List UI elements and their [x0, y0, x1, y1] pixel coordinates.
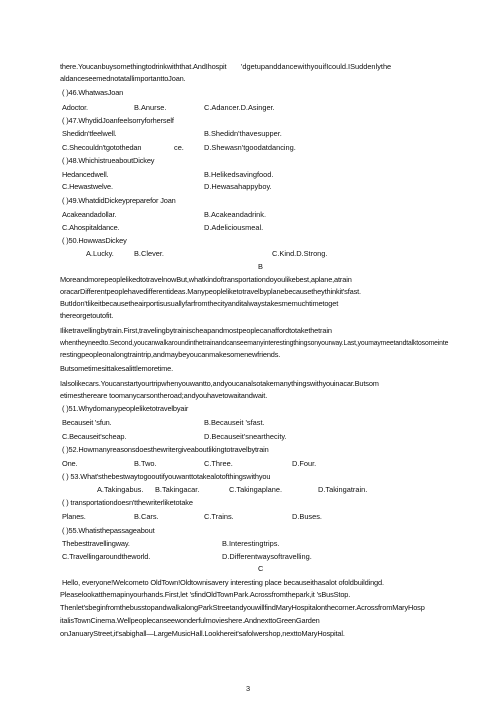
text-line: italisTownCinema.Wellpeoplecanseewonderfulmovieshere.AndnexttoGreenGarden — [60, 616, 320, 625]
choice: D.Buses. — [292, 512, 322, 521]
choice: C.Hewastwelve. — [62, 182, 113, 191]
choice: Becauseit 'sfun. — [62, 418, 112, 427]
text-line: etimesthereare toomanycarsontheroad;andyouhavetowaitandwait. — [60, 391, 268, 400]
choice: A.Takingabus. — [97, 485, 144, 494]
choice: C.Ahospitaldance. — [62, 223, 120, 232]
question-49: ( )49.WhatdidDickeypreparefor Joan — [62, 196, 176, 205]
text-line: Iliketravellingbytrain.First,travelingbytrainischeapandmostpeoplecanaffordtotakethetrain — [60, 326, 332, 335]
choice: B.Shedidn'thavesupper. — [204, 129, 282, 138]
text-line: oracarDifferentpeoplehavedifferentideas.Manypeopleliketotravelbyplanebecausetheythinkit'sfast. — [60, 287, 361, 296]
section-label-b: B — [258, 262, 263, 271]
choice: Adoctor. — [62, 103, 88, 112]
choice: D.Hewasahappyboy. — [204, 182, 272, 191]
choice: Thebesttravellingway. — [62, 539, 130, 548]
text-line: aldanceseemednotatallimportanttoJoan. — [60, 74, 186, 83]
choice: C.Trains. — [204, 512, 234, 521]
choice: Acakeandadollar. — [62, 210, 117, 219]
question-48: ( )48.WhichistrueaboutDickey — [62, 156, 155, 165]
question-50: ( )50.HowwasDickey — [62, 236, 127, 245]
text-line: Ialsolikecars.Youcanstartyourtripwhenyouwantto,andyoucanalsotakemanythingswithyouinacar.Butsom — [60, 379, 379, 388]
choice: D.Takingatrain. — [318, 485, 368, 494]
choice: C.Three. — [204, 459, 233, 468]
choice: One. — [62, 459, 78, 468]
choice: B.Interestingtrips. — [222, 539, 280, 548]
section-label-c: C — [258, 564, 264, 573]
choice: D.Differentwaysoftravelling. — [222, 552, 312, 561]
choice: D.Becauseit'snearthecity. — [204, 432, 287, 441]
text-line: ButIdon'tlikeitbecausetheairportisusuallyfarfromthecityanditalwaystakesmemuchtimetoget — [60, 299, 339, 308]
choice: B.Takingacar. — [155, 485, 200, 494]
text-line: whentheyneedto.Second,youcanwalkaroundinthetrainandcanseemanyinterestingthingsonyourway.Last,youmaymeetandtalktosomeinte — [60, 338, 449, 347]
choice: C.Kind.D.Strong. — [272, 249, 328, 258]
choice: D.Shewasn'tgoodatdancing. — [204, 143, 296, 152]
question-47: ( )47.WhydidJoanfeelsorryforherself — [62, 116, 174, 125]
page-number: 3 — [246, 684, 251, 693]
text-line: there.Youcanbuysomethingtodrinkwiththat.AndIhospit — [60, 62, 227, 71]
question-53: ( ) 53.What'sthebestwaytogooutifyouwanttotakealotofthingswithyou — [62, 472, 271, 481]
choice: Hedancedwell. — [62, 170, 109, 179]
text-line: onJanuaryStreet,it'sabighall—LargeMusicHall.Lookhereit'safolwershop,nexttoMaryHospital. — [60, 629, 345, 638]
text-line: Thenlet'sbeginfromthebusstopandwalkalongParkStreetandyouwillfindMaryHospitalonthecorner.AcrossfromMaryHosp — [60, 603, 425, 612]
choice: B.Helikedsavingfood. — [204, 170, 274, 179]
question-54: ( ) transportationdoesn'tthewriterliketotake — [62, 498, 193, 507]
choice: C.Shecouldn'tgotothedan — [62, 143, 142, 152]
choice: A.Lucky. — [86, 249, 114, 258]
question-46: ( )46.WhatwasJoan — [62, 88, 124, 97]
choice: B.Cars. — [134, 512, 159, 521]
text-line: thereorgetoutofit. — [60, 311, 114, 320]
question-51: ( )51.Whydomanypeopleliketotravelbyair — [62, 404, 189, 413]
choice: C.Takingaplane. — [229, 485, 283, 494]
text-line: MoreandmorepeoplelikedtotravelnowBut,whatkindoftransportationdoyoulikebest,aplane,atrain — [60, 275, 352, 284]
text-line-fragment: 'dgetupanddancewithyouifIcould.ISuddenlythe — [241, 62, 392, 71]
choice: C.Adancer.D.Asinger. — [204, 103, 275, 112]
choice: Planes. — [62, 512, 86, 521]
choice: B.Two. — [134, 459, 157, 468]
choice: D.Adeliciousmeal. — [204, 223, 264, 232]
text-line: Hello, everyone!Welcometo OldTown!Oldtownisavery interesting place becauseithasalot ofoldbuildingd. — [62, 578, 384, 587]
text-line: Pleaselookatthemapinyourhands.First,let 'sfindOldTownPark.Acrossfromthepark,it 'sBusStop. — [60, 590, 351, 599]
text-line: restingpeopleonalongtraintrip,andmaybeyoucanmakesomenewfriends. — [60, 350, 281, 359]
choice: D.Four. — [292, 459, 317, 468]
choice: B.Anurse. — [134, 103, 167, 112]
text-line-fragment: ce. — [174, 143, 184, 152]
choice: B.Acakeandadrink. — [204, 210, 267, 219]
question-55: ( )55.Whatisthepassageabout — [62, 526, 155, 535]
choice: Shedidn'tfeelwell. — [62, 129, 117, 138]
text-line: Butsometimesittakesalittlemoretime. — [60, 364, 174, 373]
choice: B.Clever. — [134, 249, 164, 258]
choice: C.Becauseit'scheap. — [62, 432, 127, 441]
question-52: ( )52.Howmanyreasonsdoesthewritergiveaboutlikingtotravelbytrain — [62, 445, 269, 454]
choice: B.Becauseit 'sfast. — [204, 418, 265, 427]
choice: C.Travellingaroundtheworld. — [62, 552, 151, 561]
